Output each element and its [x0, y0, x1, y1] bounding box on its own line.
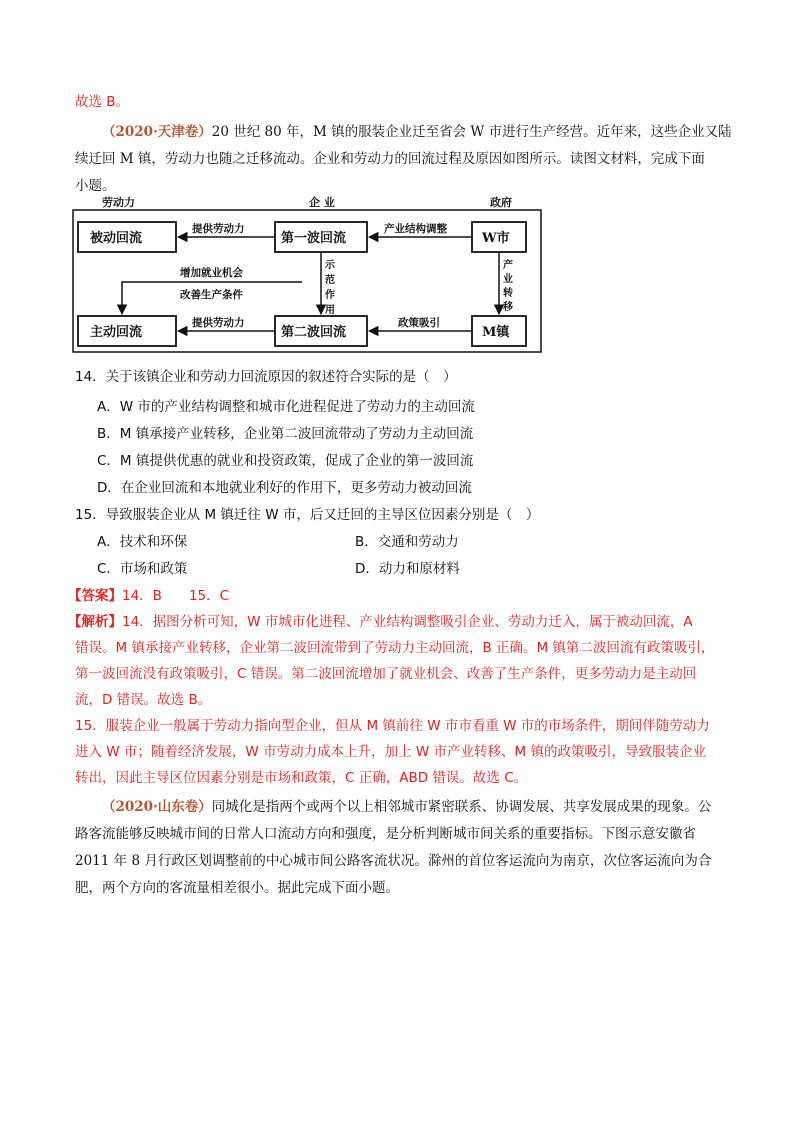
- arrow-label-employment: 增加就业机会: [180, 267, 243, 279]
- svg-text:转: 转: [503, 288, 513, 299]
- header-labor: 劳动力: [102, 196, 135, 209]
- header-government: 政府: [490, 196, 512, 209]
- box-w-city-label: W市: [482, 231, 510, 246]
- shandong-intro-line-2: 路客流能够反映城市间的日常人口流动方向和强度，是分析判断城市间关系的重要指标。下图示意安徽省: [75, 826, 696, 842]
- shandong-intro-line-3: 2011 年 8 月行政区划调整前的中心城市间公路客流状况。滁州的首位客运流向为南京，次位客运流向为合: [75, 853, 712, 869]
- arrow-label-provide-labor-1: 提供劳动力: [192, 223, 245, 235]
- q15-option-a: A．技术和环保: [97, 534, 188, 550]
- analysis-15-line-3: 转出，因此主导区位因素分别是市场和政策，C 正确，ABD 错误。故选 C。: [75, 770, 528, 786]
- svg-text:用: 用: [325, 305, 335, 316]
- svg-text:移: 移: [503, 302, 513, 313]
- q14-option-a: A．W 市的产业结构调整和城市化进程促进了劳动力的主动回流: [97, 399, 475, 415]
- tianjin-intro-line-1: （2020·天津卷）20 世纪 80 年，M 镇的服装企业迁至省会 W 市进行生产经营。近年来，这些企业又陆: [102, 124, 732, 140]
- svg-text:作: 作: [325, 290, 335, 301]
- answer-label: 【答案】: [68, 588, 122, 604]
- svg-text:示: 示: [325, 260, 335, 271]
- box-m-town-label: M镇: [482, 325, 510, 340]
- arrow-label-policy: 政策吸引: [398, 317, 440, 329]
- q15-option-c: C．市场和政策: [97, 561, 188, 577]
- shandong-intro-line-1: （2020·山东卷）同城化是指两个或两个以上相邻城市紧密联系、协调发展、共享发展成果的现象。公: [102, 799, 712, 815]
- box-second-wave-label: 第二波回流: [281, 325, 347, 340]
- q14-option-c: C．M 镇提供优惠的就业和投资政策，促成了企业的第一波回流: [97, 453, 474, 469]
- q14-option-d: D．在企业回流和本地就业利好的作用下，更多劳动力被动回流: [97, 480, 472, 496]
- analysis-label: 【解析】: [68, 614, 122, 630]
- analysis-line-4: 流，D 错误。故选 B。: [75, 692, 212, 708]
- analysis-line-2: 错误。M 镇承接产业转移，企业第二波回流带到了劳动力主动回流，B 正确。M 镇第二波回流有政策吸引，: [75, 640, 715, 656]
- shandong-source: （2020·山东卷）: [102, 799, 212, 815]
- header-enterprise: 企 业: [309, 196, 335, 209]
- shandong-intro-line-4: 肥，两个方向的客流量相差很小。据此完成下面小题。: [75, 880, 399, 896]
- arrow-label-industrial-adjust: 产业结构调整: [384, 223, 447, 235]
- analysis-line-3: 第一波回流没有政策吸引，C 错误。第二波回流增加了就业机会、改善了生产条件，更多劳动力是主动回: [75, 666, 697, 682]
- answer-text: 14．B 15．C: [122, 588, 230, 604]
- flow-diagram: [72, 194, 542, 354]
- svg-text:产: 产: [503, 260, 513, 271]
- svg-text:范: 范: [325, 275, 335, 286]
- svg-text:业: 业: [503, 274, 513, 285]
- q14-option-b: B．M 镇承接产业转移，企业第二波回流带动了劳动力主动回流: [97, 426, 474, 442]
- tianjin-intro-line-3: 小题。: [75, 178, 116, 194]
- analysis-15-line-2: 进入 W 市；随着经济发展，W 市劳动力成本上升，加上 W 市产业转移、M 镇的政策吸引，导致服装企业: [75, 744, 706, 760]
- q15-option-b: B．交通和劳动力: [355, 534, 459, 550]
- arrow-label-production: 改善生产条件: [180, 289, 243, 301]
- box-passive-label: 被动回流: [90, 231, 143, 246]
- tianjin-source: （2020·天津卷）: [102, 124, 212, 140]
- answer-line: [68, 586, 723, 606]
- q14-stem: 14．关于该镇企业和劳动力回流原因的叙述符合实际的是（ ）: [75, 369, 457, 385]
- analysis-line-1: 【解析】14．据图分析可知，W 市城市化进程、产业结构调整吸引企业、劳动力迁入，属于被动回流，A: [68, 614, 693, 630]
- q15-option-d: D．动力和原材料: [355, 561, 460, 577]
- q15-stem: 15．导致服装企业从 M 镇迁往 W 市，后又迁回的主导区位因素分别是（ ）: [75, 507, 540, 523]
- arrow-label-provide-labor-2: 提供劳动力: [192, 317, 245, 329]
- analysis-15-line-1: 15．服装企业一般属于劳动力指向型企业，但从 M 镇前往 W 市市看重 W 市的市场条件，期间伴随劳动力: [75, 718, 710, 734]
- box-first-wave-label: 第一波回流: [281, 231, 347, 246]
- previous-conclusion: 故选 B。: [75, 94, 130, 110]
- tianjin-intro-line-2: 续迁回 M 镇，劳动力也随之迁移流动。企业和劳动力的回流过程及原因如图所示。读图文材料，完成下面: [75, 151, 705, 167]
- box-active-label: 主动回流: [90, 325, 143, 340]
- flow-diagram-svg: [72, 194, 542, 354]
